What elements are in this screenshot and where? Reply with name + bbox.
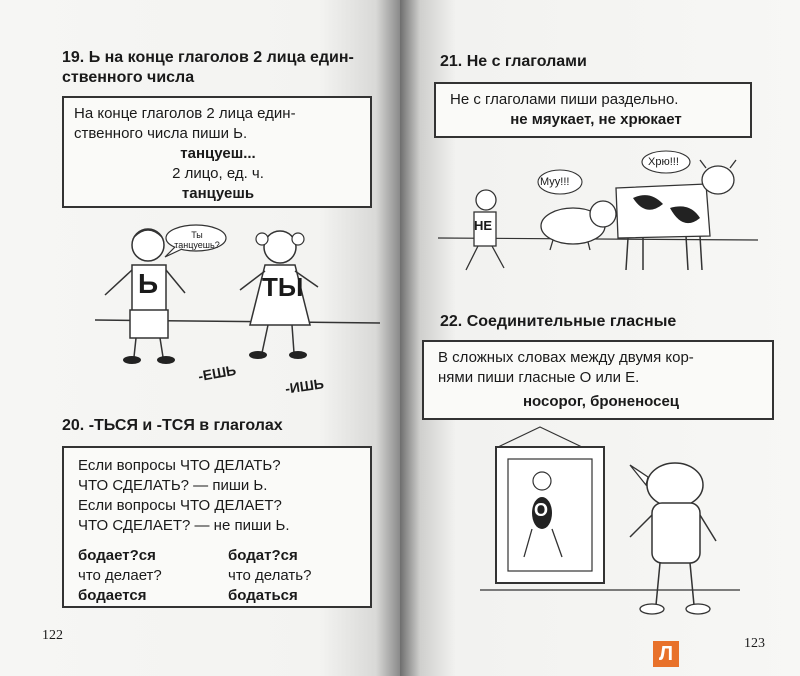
rule-19-line2: ственного числа пиши Ь. <box>74 125 248 142</box>
ex-right-1: бодат?ся <box>228 547 298 564</box>
picture-letter: О <box>534 500 549 520</box>
pig-speech-text: Муу!!! <box>540 176 570 188</box>
ex-left-2: что делает? <box>78 567 162 584</box>
boy-shirt-letters: НЕ <box>474 218 493 233</box>
example-22: носорог, броненосец <box>522 393 680 410</box>
speech-bubble-text: Ты танцуешь? <box>174 230 220 250</box>
example-21: не мяукает, не хрюкает <box>510 111 682 128</box>
example-19-3: танцуешь <box>181 185 255 202</box>
page-number-right: 123 <box>744 636 765 651</box>
section-22-title: 22. Соединительные гласные <box>440 313 677 330</box>
ex-right-3: бодаться <box>228 587 298 604</box>
publisher-logo: Л <box>653 641 679 667</box>
page-number-left: 122 <box>42 628 63 643</box>
section-20-rule-box <box>62 446 372 608</box>
example-19-2: 2 лицо, ед. ч. <box>172 165 264 182</box>
ending-ish: -ИШЬ <box>284 375 325 397</box>
boy-shirt-letter: Ь <box>138 268 159 299</box>
ending-esh: -ЕШЬ <box>196 361 238 385</box>
section-19-title-line1: 19. Ь на конце глаголов 2 лица един- <box>62 49 354 66</box>
rule-20-line1: Если вопросы ЧТО ДЕЛАТЬ? <box>78 457 281 474</box>
section-19-title <box>62 48 392 88</box>
examples-20 <box>78 546 362 606</box>
rule-20-line4: ЧТО СДЕЛАЕТ? — не пиши Ь. <box>78 517 290 534</box>
girl-dress-letter: ТЫ <box>262 272 304 302</box>
rule-22-line2: нями пиши гласные О или Е. <box>438 369 640 386</box>
section-22-rule-box <box>422 340 774 420</box>
rule-21-text: Не с глаголами пиши раздельно. <box>450 91 679 108</box>
rule-20-line2: ЧТО СДЕЛАТЬ? — пиши Ь. <box>78 477 268 494</box>
ex-left-1: бодает?ся <box>78 547 156 564</box>
rhino-picture-illustration <box>480 425 780 625</box>
ex-left-3: бодается <box>78 587 147 604</box>
section-20-title: 20. -ТЬСЯ и -ТСЯ в глаголах <box>62 417 283 434</box>
rule-22-line1: В сложных словах между двумя кор- <box>438 349 694 366</box>
rule-19-line1: На конце глаголов 2 лица един- <box>74 105 296 122</box>
cow-speech-text: Хрю!!! <box>648 156 679 168</box>
example-19-1: танцуеш... <box>180 145 256 162</box>
section-21-rule-box <box>434 82 752 138</box>
section-19-title-line2: ственного числа <box>62 69 195 86</box>
section-19-rule-box <box>62 96 372 208</box>
section-21-title: 21. Не с глаголами <box>440 53 587 70</box>
ex-right-2: что делать? <box>228 567 312 584</box>
rule-20-line3: Если вопросы ЧТО ДЕЛАЕТ? <box>78 497 282 514</box>
